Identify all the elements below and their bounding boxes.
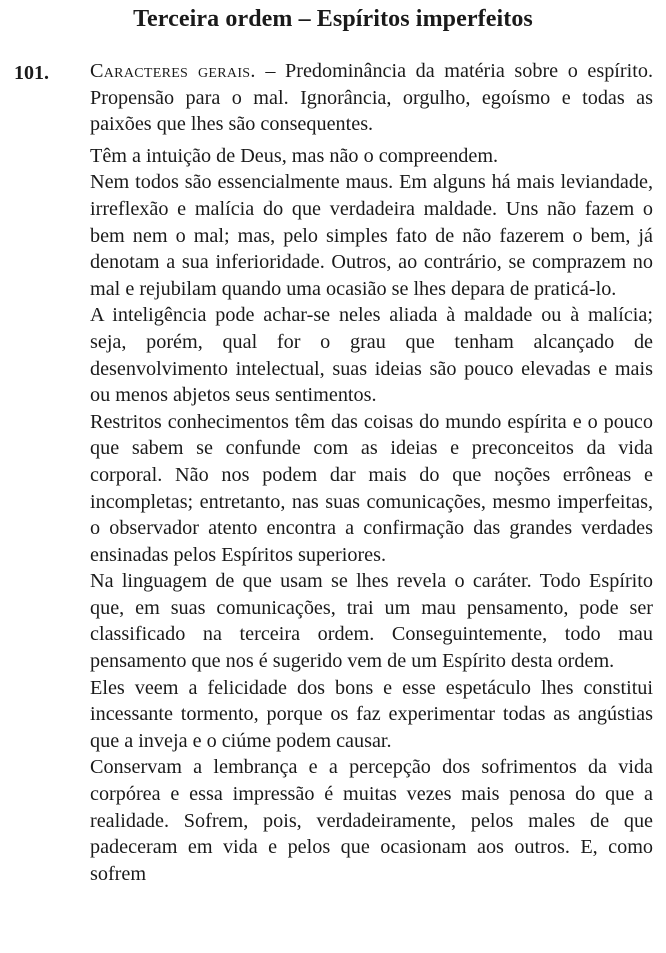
paragraph-6: Eles veem a felicidade dos bons e esse espetáculo lhes constitui incessante tormento, porque os faz experimentar todas as angústias que a inveja e o ciúme podem causar. [90, 676, 653, 752]
lead-text: – Predominância da matéria sobre o espírito. Propensão para o mal. Ignorância, orgulho, egoísmo e todas as paixões que lhes são consequentes. [90, 60, 653, 136]
lead-heading: Caracteres gerais. [90, 60, 256, 82]
paragraph-2: Nem todos são essencialmente maus. Em alguns há mais leviandade, irreflexão e malícia do que verdadeira maldade. Uns não fazem o bem nem o mal; mas, pelo simples fato de não fazerem o bem, já denotam a sua inferioridade. Outros, ao contrário, se comprazem no mal e rejubilam quando uma ocasião se lhes depara de praticá-lo. [90, 171, 653, 300]
body-text [90, 58, 653, 887]
paragraph-3: A inteligência pode achar-se neles aliada à maldade ou à malícia; seja, porém, qual for o grau que tenham alcançado de desenvolvimento intelectual, suas ideias são pouco elevadas e mais ou menos abjetos seus sentimentos. [90, 304, 653, 407]
lead-paragraph [90, 58, 653, 138]
paragraph-4: Restritos conhecimentos têm das coisas do mundo espírita e o pouco que sabem se confunde com as ideias e preconceitos da vida corporal. Não nos podem dar mais do que noções errôneas e incompletas; entretanto, nas suas comunicações, mesmo imperfeitas, o observador atento encontra a confirmação das grandes verdades ensinadas pelos Espíritos superiores. [90, 410, 653, 566]
paragraph-5: Na linguagem de que usam se lhes revela o caráter. Todo Espírito que, em suas comunicações, trai um mau pensamento, pode ser classificado na terceira ordem. Conseguintemente, todo mau pensamento que nos é sugerido vem de um Espírito desta ordem. [90, 570, 653, 673]
paragraph-7: Conservam a lembrança e a percepção dos sofrimentos da vida corpórea e essa impressão é muitas vezes mais penosa do que a realidade. Sofrem, pois, verdadeiramente, pelos males de que padeceram em vida e pelos que ocasionam aos outros. E, como sofrem [90, 756, 653, 885]
section-title: Terceira ordem – Espíritos imperfeitos [133, 6, 533, 32]
item-number: 101. [14, 62, 49, 84]
paragraph-1: Têm a intuição de Deus, mas não o compreendem. [90, 144, 499, 167]
